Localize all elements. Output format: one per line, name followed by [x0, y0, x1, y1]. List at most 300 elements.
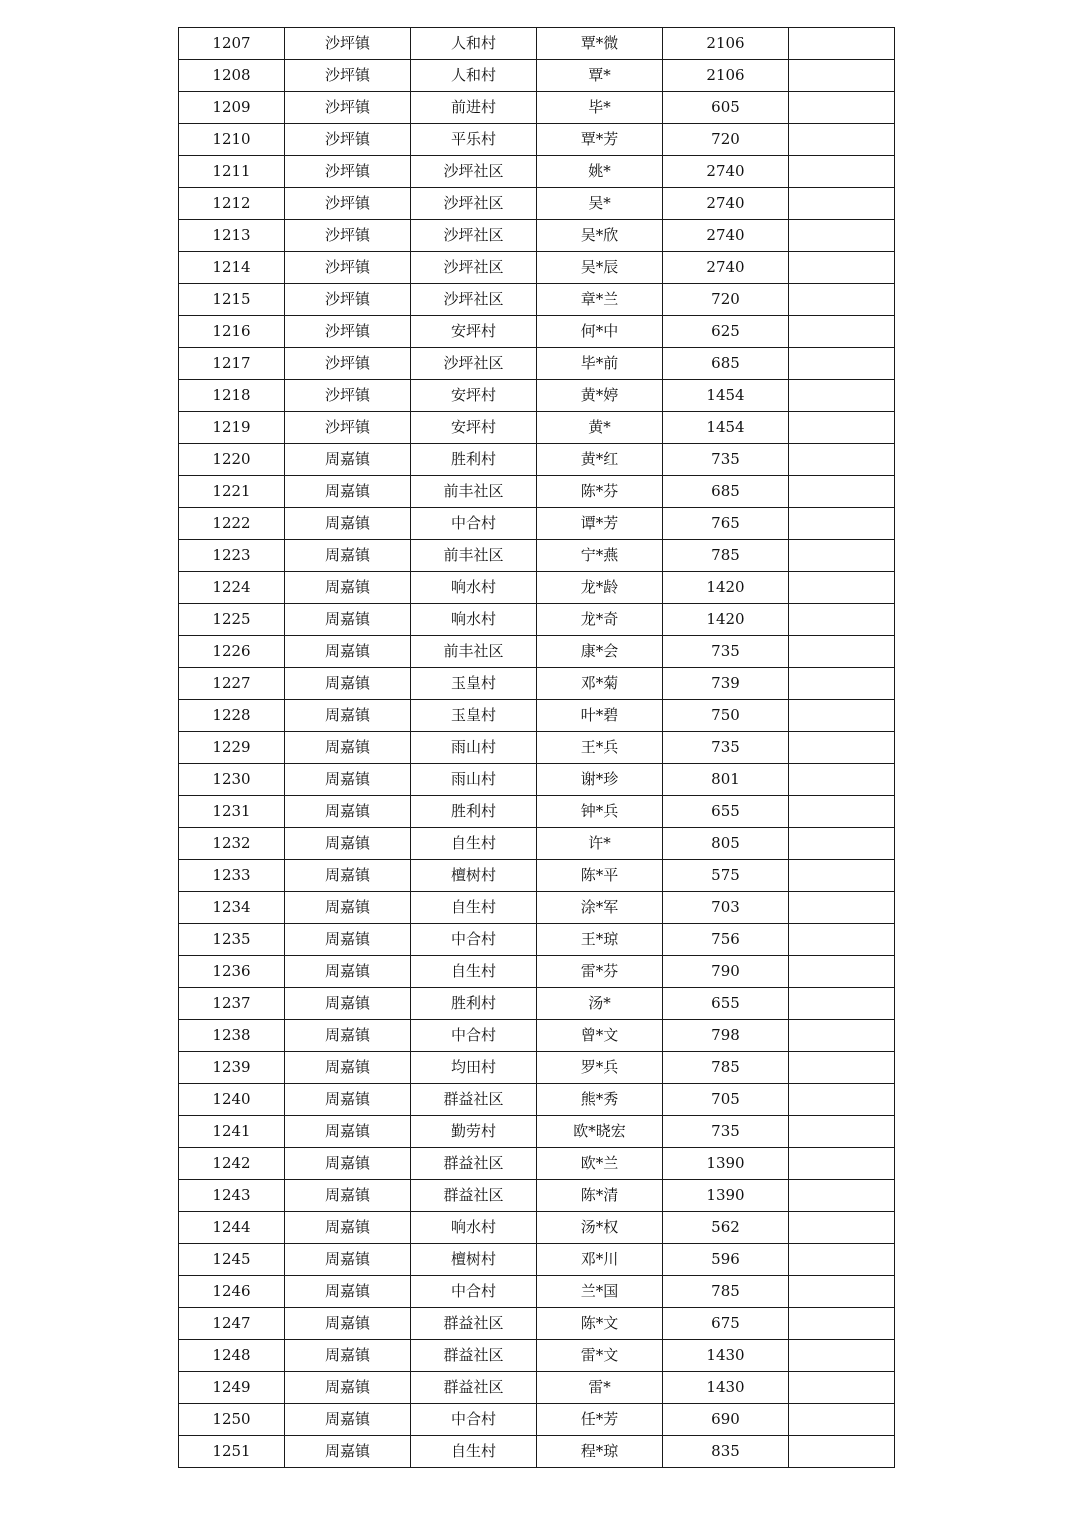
- amount-cell: 703: [663, 892, 789, 924]
- name-cell: 任*芳: [537, 1404, 663, 1436]
- town-cell: 周嘉镇: [285, 572, 411, 604]
- row-number-cell: 1224: [179, 572, 285, 604]
- name-cell: 熊*秀: [537, 1084, 663, 1116]
- row-number-cell: 1236: [179, 956, 285, 988]
- name-cell: 兰*国: [537, 1276, 663, 1308]
- row-number-cell: 1241: [179, 1116, 285, 1148]
- name-cell: 姚*: [537, 156, 663, 188]
- remark-cell: [789, 156, 895, 188]
- town-cell: 周嘉镇: [285, 1340, 411, 1372]
- amount-cell: 785: [663, 1276, 789, 1308]
- town-cell: 周嘉镇: [285, 1404, 411, 1436]
- town-cell: 周嘉镇: [285, 828, 411, 860]
- amount-cell: 685: [663, 348, 789, 380]
- village-cell: 前丰社区: [411, 636, 537, 668]
- town-cell: 沙坪镇: [285, 220, 411, 252]
- village-cell: 中合村: [411, 1020, 537, 1052]
- table-row: [179, 1180, 895, 1212]
- town-cell: 周嘉镇: [285, 668, 411, 700]
- town-cell: 周嘉镇: [285, 1372, 411, 1404]
- remark-cell: [789, 1308, 895, 1340]
- village-cell: 群益社区: [411, 1148, 537, 1180]
- name-cell: 程*琼: [537, 1436, 663, 1468]
- table-row: [179, 156, 895, 188]
- row-number-cell: 1216: [179, 316, 285, 348]
- amount-cell: 805: [663, 828, 789, 860]
- row-number-cell: 1212: [179, 188, 285, 220]
- row-number-cell: 1207: [179, 28, 285, 60]
- name-cell: 王*琼: [537, 924, 663, 956]
- table-row: [179, 892, 895, 924]
- name-cell: 邓*川: [537, 1244, 663, 1276]
- town-cell: 周嘉镇: [285, 540, 411, 572]
- town-cell: 沙坪镇: [285, 28, 411, 60]
- row-number-cell: 1232: [179, 828, 285, 860]
- table-row: [179, 476, 895, 508]
- table-row: [179, 444, 895, 476]
- remark-cell: [789, 444, 895, 476]
- village-cell: 胜利村: [411, 444, 537, 476]
- village-cell: 安坪村: [411, 316, 537, 348]
- amount-cell: 765: [663, 508, 789, 540]
- amount-cell: 720: [663, 124, 789, 156]
- table-row: [179, 284, 895, 316]
- row-number-cell: 1230: [179, 764, 285, 796]
- table-row: [179, 572, 895, 604]
- town-cell: 周嘉镇: [285, 700, 411, 732]
- village-cell: 胜利村: [411, 988, 537, 1020]
- name-cell: 雷*芬: [537, 956, 663, 988]
- town-cell: 周嘉镇: [285, 1148, 411, 1180]
- remark-cell: [789, 988, 895, 1020]
- remark-cell: [789, 1084, 895, 1116]
- name-cell: 叶*碧: [537, 700, 663, 732]
- village-cell: 中合村: [411, 1276, 537, 1308]
- remark-cell: [789, 220, 895, 252]
- row-number-cell: 1225: [179, 604, 285, 636]
- table-row: [179, 1404, 895, 1436]
- village-cell: 中合村: [411, 508, 537, 540]
- row-number-cell: 1231: [179, 796, 285, 828]
- amount-cell: 798: [663, 1020, 789, 1052]
- amount-cell: 785: [663, 1052, 789, 1084]
- remark-cell: [789, 636, 895, 668]
- village-cell: 沙坪社区: [411, 284, 537, 316]
- row-number-cell: 1237: [179, 988, 285, 1020]
- town-cell: 周嘉镇: [285, 1276, 411, 1308]
- row-number-cell: 1238: [179, 1020, 285, 1052]
- name-cell: 谭*芳: [537, 508, 663, 540]
- row-number-cell: 1209: [179, 92, 285, 124]
- amount-cell: 790: [663, 956, 789, 988]
- amount-cell: 1390: [663, 1148, 789, 1180]
- town-cell: 周嘉镇: [285, 444, 411, 476]
- town-cell: 沙坪镇: [285, 284, 411, 316]
- table-row: [179, 1340, 895, 1372]
- amount-cell: 1430: [663, 1372, 789, 1404]
- remark-cell: [789, 60, 895, 92]
- name-cell: 陈*平: [537, 860, 663, 892]
- name-cell: 黄*红: [537, 444, 663, 476]
- village-cell: 胜利村: [411, 796, 537, 828]
- row-number-cell: 1223: [179, 540, 285, 572]
- amount-cell: 2106: [663, 28, 789, 60]
- remark-cell: [789, 828, 895, 860]
- amount-cell: 756: [663, 924, 789, 956]
- town-cell: 周嘉镇: [285, 924, 411, 956]
- town-cell: 周嘉镇: [285, 476, 411, 508]
- table-row: [179, 60, 895, 92]
- name-cell: 何*中: [537, 316, 663, 348]
- name-cell: 曾*文: [537, 1020, 663, 1052]
- table-row: [179, 860, 895, 892]
- row-number-cell: 1220: [179, 444, 285, 476]
- village-cell: 雨山村: [411, 732, 537, 764]
- amount-cell: 655: [663, 988, 789, 1020]
- row-number-cell: 1213: [179, 220, 285, 252]
- name-cell: 王*兵: [537, 732, 663, 764]
- table-row: [179, 124, 895, 156]
- village-cell: 平乐村: [411, 124, 537, 156]
- row-number-cell: 1222: [179, 508, 285, 540]
- row-number-cell: 1233: [179, 860, 285, 892]
- remark-cell: [789, 860, 895, 892]
- remark-cell: [789, 700, 895, 732]
- name-cell: 章*兰: [537, 284, 663, 316]
- table-row: [179, 924, 895, 956]
- row-number-cell: 1247: [179, 1308, 285, 1340]
- village-cell: 群益社区: [411, 1308, 537, 1340]
- town-cell: 周嘉镇: [285, 508, 411, 540]
- table-row: [179, 316, 895, 348]
- row-number-cell: 1248: [179, 1340, 285, 1372]
- amount-cell: 685: [663, 476, 789, 508]
- town-cell: 周嘉镇: [285, 796, 411, 828]
- village-cell: 前丰社区: [411, 540, 537, 572]
- name-cell: 汤*: [537, 988, 663, 1020]
- row-number-cell: 1218: [179, 380, 285, 412]
- village-cell: 中合村: [411, 1404, 537, 1436]
- remark-cell: [789, 252, 895, 284]
- row-number-cell: 1214: [179, 252, 285, 284]
- amount-cell: 785: [663, 540, 789, 572]
- amount-cell: 1420: [663, 604, 789, 636]
- remark-cell: [789, 1212, 895, 1244]
- table-row: [179, 1212, 895, 1244]
- remark-cell: [789, 1052, 895, 1084]
- town-cell: 周嘉镇: [285, 892, 411, 924]
- row-number-cell: 1234: [179, 892, 285, 924]
- row-number-cell: 1243: [179, 1180, 285, 1212]
- table-row: [179, 1148, 895, 1180]
- row-number-cell: 1227: [179, 668, 285, 700]
- remark-cell: [789, 188, 895, 220]
- name-cell: 欧*兰: [537, 1148, 663, 1180]
- row-number-cell: 1210: [179, 124, 285, 156]
- village-cell: 群益社区: [411, 1372, 537, 1404]
- remark-cell: [789, 124, 895, 156]
- village-cell: 响水村: [411, 1212, 537, 1244]
- remark-cell: [789, 476, 895, 508]
- town-cell: 沙坪镇: [285, 380, 411, 412]
- village-cell: 群益社区: [411, 1180, 537, 1212]
- town-cell: 周嘉镇: [285, 1244, 411, 1276]
- town-cell: 沙坪镇: [285, 156, 411, 188]
- table-row: [179, 1308, 895, 1340]
- table-row: [179, 540, 895, 572]
- name-cell: 宁*燕: [537, 540, 663, 572]
- village-cell: 玉皇村: [411, 700, 537, 732]
- town-cell: 周嘉镇: [285, 860, 411, 892]
- row-number-cell: 1249: [179, 1372, 285, 1404]
- table-row: [179, 700, 895, 732]
- town-cell: 周嘉镇: [285, 956, 411, 988]
- village-cell: 前进村: [411, 92, 537, 124]
- name-cell: 欧*晓宏: [537, 1116, 663, 1148]
- name-cell: 吴*辰: [537, 252, 663, 284]
- table-row: [179, 636, 895, 668]
- table-row: [179, 988, 895, 1020]
- table-row: [179, 1116, 895, 1148]
- row-number-cell: 1235: [179, 924, 285, 956]
- village-cell: 玉皇村: [411, 668, 537, 700]
- amount-cell: 690: [663, 1404, 789, 1436]
- name-cell: 陈*文: [537, 1308, 663, 1340]
- row-number-cell: 1229: [179, 732, 285, 764]
- row-number-cell: 1217: [179, 348, 285, 380]
- amount-cell: 1420: [663, 572, 789, 604]
- town-cell: 沙坪镇: [285, 348, 411, 380]
- table-row: [179, 380, 895, 412]
- table-row: [179, 796, 895, 828]
- table-row: [179, 732, 895, 764]
- row-number-cell: 1219: [179, 412, 285, 444]
- row-number-cell: 1244: [179, 1212, 285, 1244]
- name-cell: 陈*清: [537, 1180, 663, 1212]
- remark-cell: [789, 1180, 895, 1212]
- village-cell: 沙坪社区: [411, 220, 537, 252]
- amount-cell: 735: [663, 444, 789, 476]
- name-cell: 许*: [537, 828, 663, 860]
- amount-cell: 1390: [663, 1180, 789, 1212]
- village-cell: 群益社区: [411, 1340, 537, 1372]
- village-cell: 响水村: [411, 572, 537, 604]
- name-cell: 康*会: [537, 636, 663, 668]
- amount-cell: 735: [663, 636, 789, 668]
- village-cell: 人和村: [411, 28, 537, 60]
- amount-cell: 735: [663, 732, 789, 764]
- name-cell: 吴*欣: [537, 220, 663, 252]
- village-cell: 雨山村: [411, 764, 537, 796]
- remark-cell: [789, 604, 895, 636]
- name-cell: 谢*珍: [537, 764, 663, 796]
- table-row: [179, 1276, 895, 1308]
- town-cell: 沙坪镇: [285, 252, 411, 284]
- town-cell: 周嘉镇: [285, 1084, 411, 1116]
- amount-cell: 575: [663, 860, 789, 892]
- table-row: [179, 220, 895, 252]
- name-cell: 黄*: [537, 412, 663, 444]
- row-number-cell: 1250: [179, 1404, 285, 1436]
- remark-cell: [789, 764, 895, 796]
- name-cell: 毕*: [537, 92, 663, 124]
- row-number-cell: 1239: [179, 1052, 285, 1084]
- amount-cell: 596: [663, 1244, 789, 1276]
- remark-cell: [789, 1020, 895, 1052]
- village-cell: 自生村: [411, 956, 537, 988]
- table-row: [179, 412, 895, 444]
- amount-cell: 750: [663, 700, 789, 732]
- remark-cell: [789, 1436, 895, 1468]
- remark-cell: [789, 412, 895, 444]
- row-number-cell: 1242: [179, 1148, 285, 1180]
- town-cell: 周嘉镇: [285, 1180, 411, 1212]
- amount-cell: 801: [663, 764, 789, 796]
- town-cell: 周嘉镇: [285, 1436, 411, 1468]
- table-row: [179, 764, 895, 796]
- village-cell: 安坪村: [411, 380, 537, 412]
- amount-cell: 739: [663, 668, 789, 700]
- remark-cell: [789, 668, 895, 700]
- village-cell: 檀树村: [411, 1244, 537, 1276]
- row-number-cell: 1221: [179, 476, 285, 508]
- row-number-cell: 1245: [179, 1244, 285, 1276]
- village-cell: 檀树村: [411, 860, 537, 892]
- remark-cell: [789, 508, 895, 540]
- row-number-cell: 1226: [179, 636, 285, 668]
- name-cell: 吴*: [537, 188, 663, 220]
- remark-cell: [789, 1116, 895, 1148]
- remark-cell: [789, 1404, 895, 1436]
- village-cell: 自生村: [411, 1436, 537, 1468]
- village-cell: 均田村: [411, 1052, 537, 1084]
- village-cell: 人和村: [411, 60, 537, 92]
- table-row: [179, 1436, 895, 1468]
- town-cell: 周嘉镇: [285, 764, 411, 796]
- amount-cell: 720: [663, 284, 789, 316]
- table-row: [179, 1372, 895, 1404]
- name-cell: 陈*芬: [537, 476, 663, 508]
- town-cell: 沙坪镇: [285, 92, 411, 124]
- town-cell: 沙坪镇: [285, 188, 411, 220]
- town-cell: 周嘉镇: [285, 636, 411, 668]
- remark-cell: [789, 348, 895, 380]
- table-row: [179, 828, 895, 860]
- name-cell: 覃*芳: [537, 124, 663, 156]
- amount-cell: 655: [663, 796, 789, 828]
- table-row: [179, 348, 895, 380]
- remark-cell: [789, 572, 895, 604]
- remark-cell: [789, 924, 895, 956]
- name-cell: 汤*权: [537, 1212, 663, 1244]
- town-cell: 周嘉镇: [285, 1052, 411, 1084]
- remark-cell: [789, 956, 895, 988]
- name-cell: 毕*前: [537, 348, 663, 380]
- amount-cell: 2740: [663, 156, 789, 188]
- row-number-cell: 1251: [179, 1436, 285, 1468]
- village-cell: 前丰社区: [411, 476, 537, 508]
- name-cell: 钟*兵: [537, 796, 663, 828]
- remark-cell: [789, 1276, 895, 1308]
- town-cell: 周嘉镇: [285, 1212, 411, 1244]
- town-cell: 周嘉镇: [285, 732, 411, 764]
- town-cell: 沙坪镇: [285, 60, 411, 92]
- name-cell: 雷*文: [537, 1340, 663, 1372]
- table-row: [179, 604, 895, 636]
- name-cell: 邓*菊: [537, 668, 663, 700]
- record-table-body: [179, 28, 895, 1468]
- table-row: [179, 252, 895, 284]
- amount-cell: 1454: [663, 412, 789, 444]
- remark-cell: [789, 380, 895, 412]
- table-row: [179, 1084, 895, 1116]
- village-cell: 中合村: [411, 924, 537, 956]
- name-cell: 罗*兵: [537, 1052, 663, 1084]
- row-number-cell: 1211: [179, 156, 285, 188]
- remark-cell: [789, 732, 895, 764]
- village-cell: 勤劳村: [411, 1116, 537, 1148]
- amount-cell: 2740: [663, 252, 789, 284]
- remark-cell: [789, 28, 895, 60]
- remark-cell: [789, 284, 895, 316]
- table-row: [179, 956, 895, 988]
- remark-cell: [789, 1372, 895, 1404]
- table-row: [179, 92, 895, 124]
- remark-cell: [789, 540, 895, 572]
- village-cell: 沙坪社区: [411, 156, 537, 188]
- remark-cell: [789, 1244, 895, 1276]
- table-row: [179, 188, 895, 220]
- town-cell: 周嘉镇: [285, 1116, 411, 1148]
- village-cell: 沙坪社区: [411, 188, 537, 220]
- record-table: [178, 27, 895, 1468]
- amount-cell: 735: [663, 1116, 789, 1148]
- table-row: [179, 1052, 895, 1084]
- village-cell: 安坪村: [411, 412, 537, 444]
- name-cell: 涂*军: [537, 892, 663, 924]
- remark-cell: [789, 796, 895, 828]
- remark-cell: [789, 1148, 895, 1180]
- town-cell: 周嘉镇: [285, 604, 411, 636]
- name-cell: 龙*龄: [537, 572, 663, 604]
- amount-cell: 1454: [663, 380, 789, 412]
- amount-cell: 835: [663, 1436, 789, 1468]
- name-cell: 雷*: [537, 1372, 663, 1404]
- name-cell: 黄*婷: [537, 380, 663, 412]
- village-cell: 沙坪社区: [411, 348, 537, 380]
- table-row: [179, 1244, 895, 1276]
- amount-cell: 705: [663, 1084, 789, 1116]
- remark-cell: [789, 92, 895, 124]
- amount-cell: 605: [663, 92, 789, 124]
- village-cell: 响水村: [411, 604, 537, 636]
- village-cell: 自生村: [411, 892, 537, 924]
- table-row: [179, 668, 895, 700]
- town-cell: 沙坪镇: [285, 316, 411, 348]
- remark-cell: [789, 316, 895, 348]
- amount-cell: 2740: [663, 220, 789, 252]
- row-number-cell: 1246: [179, 1276, 285, 1308]
- town-cell: 沙坪镇: [285, 124, 411, 156]
- row-number-cell: 1228: [179, 700, 285, 732]
- table-row: [179, 1020, 895, 1052]
- town-cell: 周嘉镇: [285, 988, 411, 1020]
- table-row: [179, 508, 895, 540]
- row-number-cell: 1208: [179, 60, 285, 92]
- amount-cell: 1430: [663, 1340, 789, 1372]
- amount-cell: 2740: [663, 188, 789, 220]
- table-row: [179, 28, 895, 60]
